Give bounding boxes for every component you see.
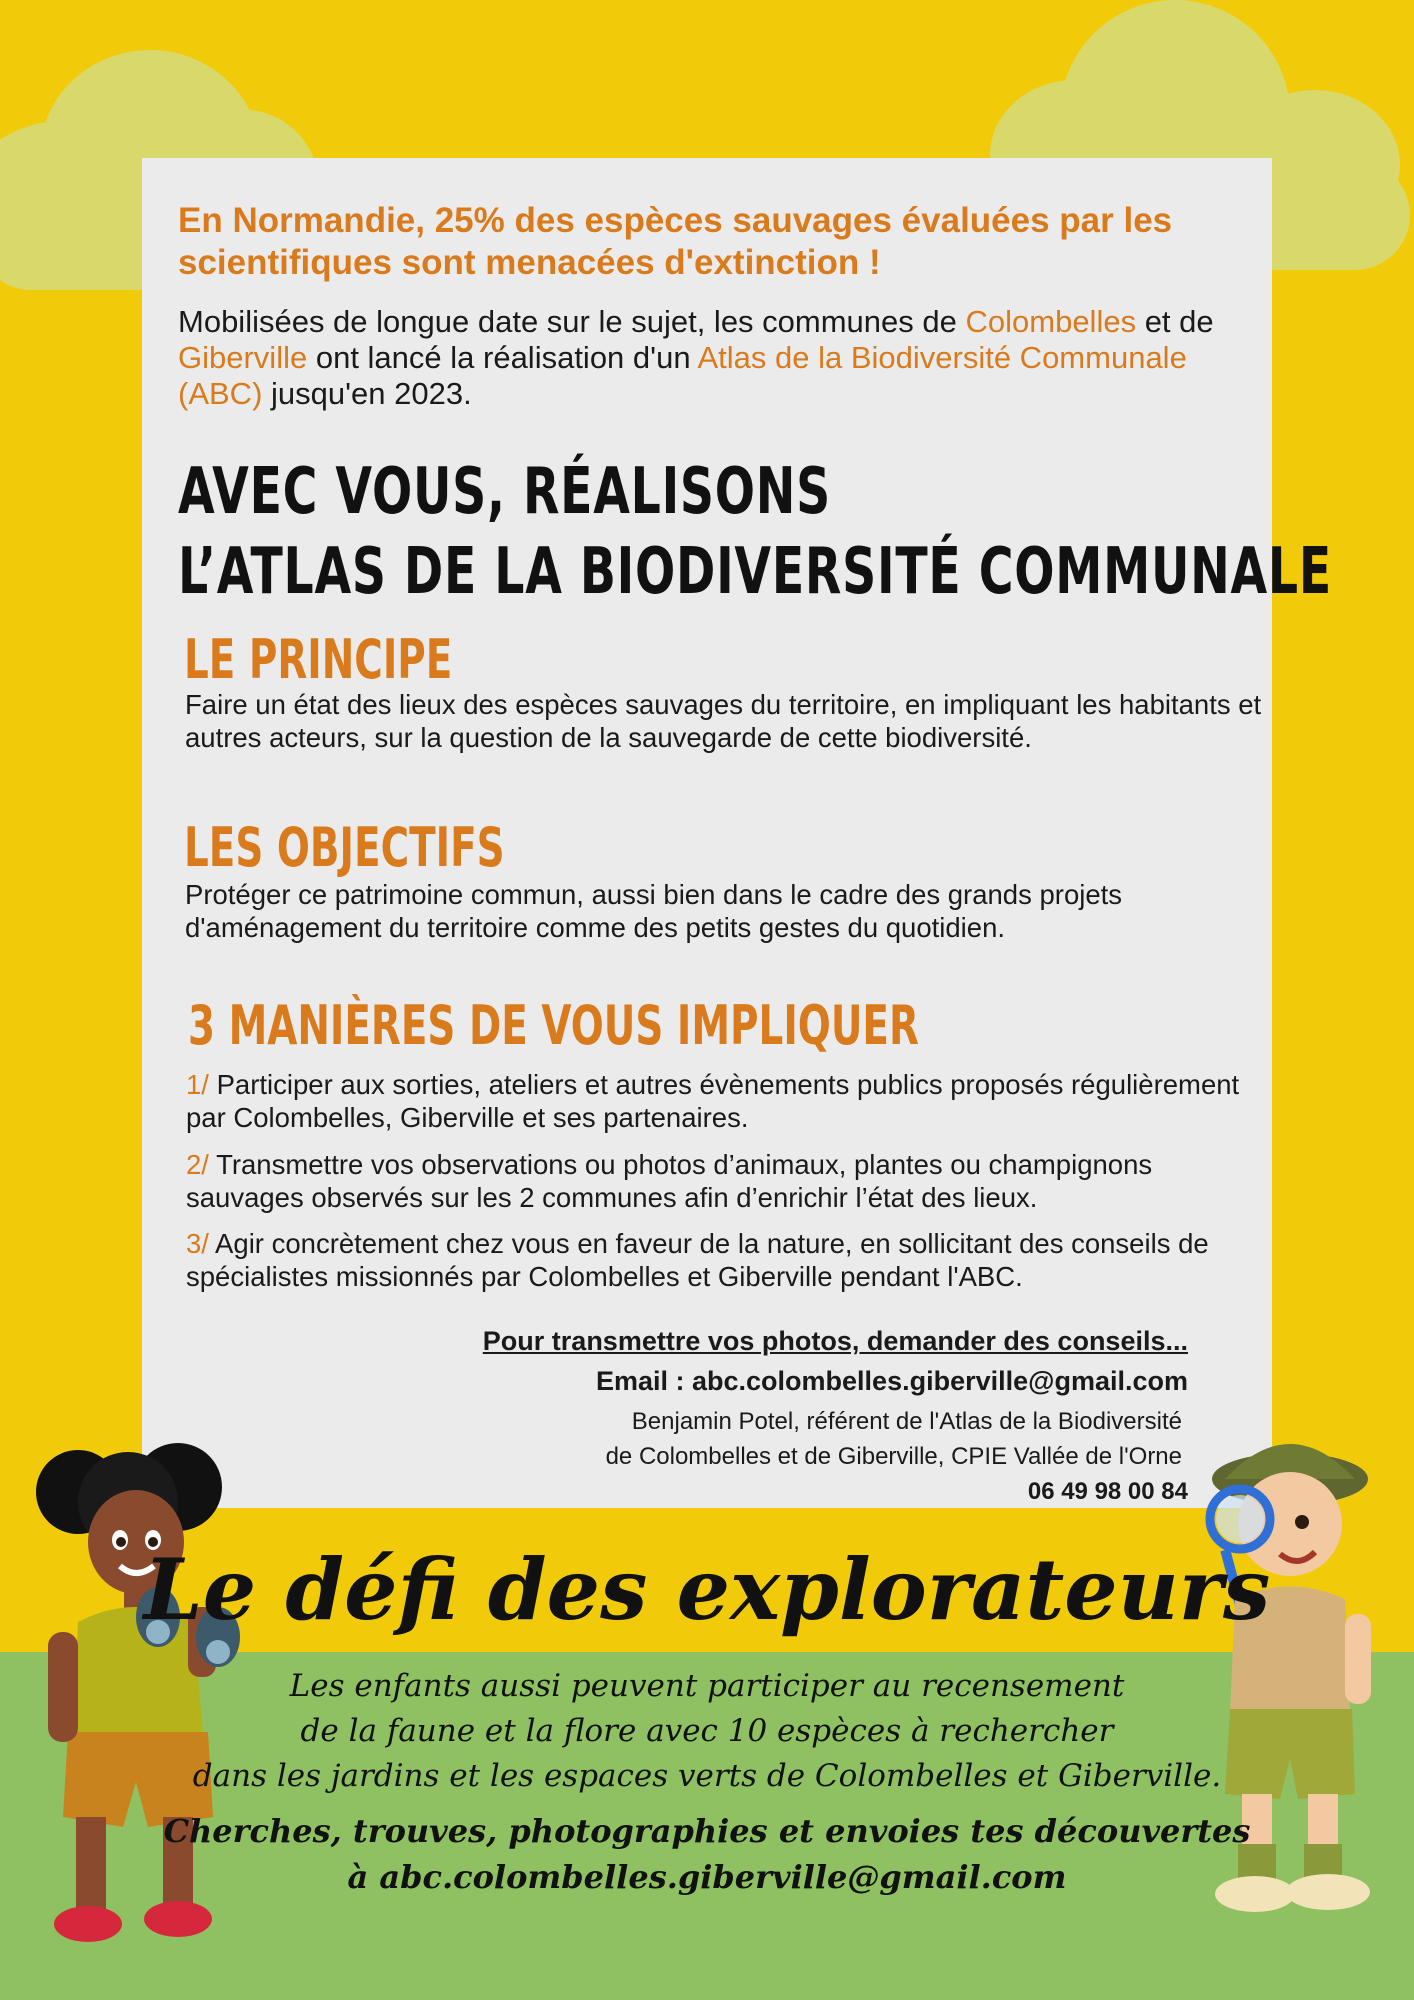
way-item-3 — [186, 1227, 1276, 1293]
way-text: Transmettre vos observations ou photos d’animaux, plantes ou champignons sauvages observés sur les 2 communes afin d’enrichir l’état des lieux. — [186, 1149, 1153, 1213]
way-number: 2/ — [186, 1149, 209, 1180]
way-text: Participer aux sorties, ateliers et autres évènements publics proposés régulièrement par Colombelles, Giberville et ses partenaires. — [186, 1069, 1240, 1133]
manieres-heading: 3 MANIÈRES DE VOUS IMPLIQUER — [188, 994, 919, 1057]
headline — [178, 452, 1332, 612]
contact-phone[interactable]: 06 49 98 00 84 — [1027, 1478, 1188, 1505]
intro-text-part: ont lancé la réalisation d'un — [307, 340, 698, 375]
atlas-highlight: Atlas de la Biodiversité Communale (ABC) — [178, 340, 1187, 411]
contact-person-line-2: de Colombelles et de Giberville, CPIE Vallée de l'Orne — [605, 1443, 1182, 1470]
kids-line-2: de la faune et la flore avec 10 espèces à rechercher — [300, 1713, 1114, 1749]
objectifs-heading: LES OBJECTIFS — [184, 816, 505, 879]
way-item-1 — [186, 1068, 1276, 1134]
kids-cta-email[interactable]: à abc.colombelles.giberville@gmail.com — [347, 1858, 1067, 1896]
kids-cta-line-1: Cherches, trouves, photographies et envoies tes découvertes — [163, 1812, 1251, 1850]
intro-text-part: et de — [1136, 304, 1214, 339]
principe-text: Faire un état des lieux des espèces sauvages du territoire, en impliquant les habitants et autres acteurs, sur la question de la sauvegarde de cette biodiversité. — [185, 689, 1262, 753]
kids-call-to-action — [0, 1808, 1414, 1900]
principe-heading: LE PRINCIPE — [184, 628, 453, 691]
way-number: 3/ — [186, 1228, 209, 1259]
colombelles-highlight: Colombelles — [965, 304, 1137, 339]
contact-person-line-1: Benjamin Potel, référent de l'Atlas de la Biodiversité — [631, 1408, 1182, 1435]
kids-invitation-text — [0, 1664, 1414, 1799]
way-item-2 — [186, 1148, 1276, 1214]
intro-text — [178, 304, 1248, 412]
way-number: 1/ — [186, 1069, 209, 1100]
kids-line-3: dans les jardins et les espaces verts de Colombelles et Giberville. — [192, 1758, 1222, 1794]
contact-email[interactable]: Email : abc.colombelles.giberville@gmail.com — [595, 1366, 1188, 1396]
intro-title: En Normandie, 25% des espèces sauvages évaluées par les scientifiques sont menacées d'extinction ! — [178, 201, 1173, 282]
giberville-highlight: Giberville — [178, 340, 308, 375]
way-text: Agir concrètement chez vous en faveur de la nature, en sollicitant des conseils de spécialistes missionnés par Colombelles et Giberville pendant l'ABC. — [186, 1228, 1209, 1292]
headline-line-2: L’ATLAS DE LA BIODIVERSITÉ COMMUNALE — [178, 535, 1332, 609]
headline-line-1: AVEC VOUS, RÉALISONS — [178, 455, 832, 529]
intro-text-part: Mobilisées de longue date sur le sujet, les communes de — [178, 304, 966, 339]
defi-title: Le défi des explorateurs — [143, 1540, 1271, 1639]
objectifs-text: Protéger ce patrimoine commun, aussi bien dans le cadre des grands projets d'aménagement du territoire comme des petits gestes du quotidien. — [185, 879, 1123, 943]
intro-text-part: jusqu'en 2023. — [262, 376, 472, 411]
kids-line-1: Les enfants aussi peuvent participer au recensement — [289, 1668, 1125, 1704]
contact-heading: Pour transmettre vos photos, demander des conseils... — [482, 1326, 1188, 1356]
